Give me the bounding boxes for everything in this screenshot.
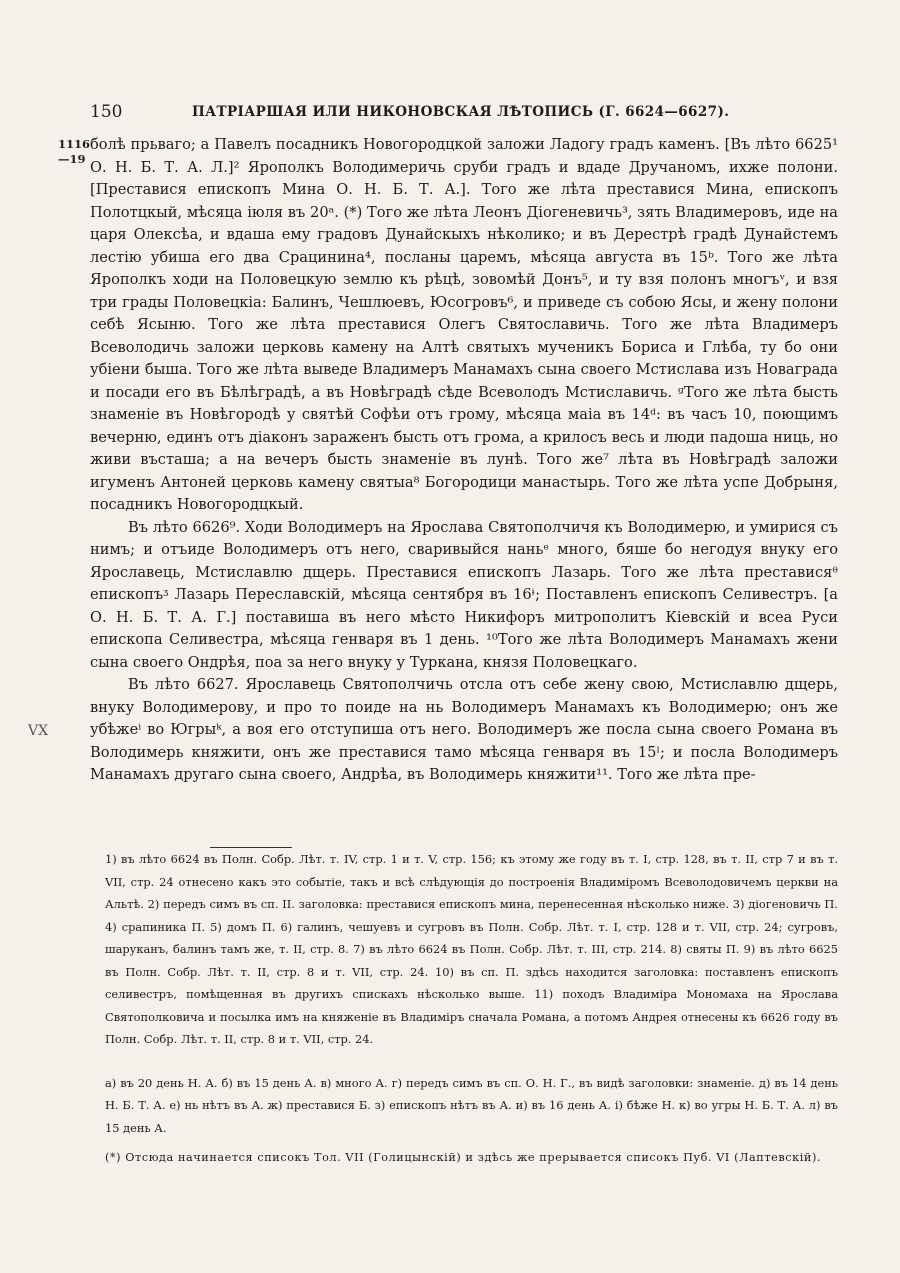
paragraph-6627: Въ лѣто 6627. Ярославець Святополчичь отсла отъ себе жену свою, Мстиславлю дщерь, внуку Володимерову, и про то поиде на нь Володимеръ Манамахъ къ Володимерю; онъ же убѣжеⁱ во Югрыᵏ, а воя его отступиша отъ него. Володимеръ же посла сына своего Романа въ Володимерь княжити, онъ же преставися тамо мѣсяца генваря въ 15ˡ; и посла Володимеръ Манамахъ другаго сына своего, Андрѣа, въ Володимерь княжити¹¹. Того же лѣта пре- [90, 676, 838, 783]
numbered-footnotes: 1) въ лѣто 6624 въ Полн. Собр. Лѣт. т. IV, стр. 1 и т. V, стр. 156; къ этому же году въ т. I, стр. 128, въ т. II, стр 7 и въ т. VII, стр. 24 отнесено какъ это событіе, такъ и всѣ слѣдующія до построенія Владиміромъ Всеволодовичемъ церкви на Альтѣ. 2) передъ симъ въ сп. II. заголовка: преставися епископъ мина, перенесенная нѣсколько ниже. 3) діогеновичь П. 4) срапиника П. 5) домъ П. 6) галинъ, чешуевъ и сугровъ въ Полн. Собр. Лѣт. т. I, стр. 128 и т. VII, стр. 24; сугровъ, шаруканъ, балинъ тамъ же, т. II, стр. 8. 7) въ лѣто 6624 въ Полн. Собр. Лѣт. т. III, стр. 214. 8) святы П. 9) въ лѣто 6625 въ Полн. Собр. Лѣт. т. II, стр. 8 и т. VII, стр. 24. 10) въ сп. П. здѣсь находится заголовка: поставленъ епископъ селивестръ, помѣщенная въ другихъ спискахъ нѣсколько выше. 11) походъ Владиміра Мономаха на Ярослава Святополковича и посылка имъ на княженіе въ Владиміръ сначала Романа, а потомъ Андрея отнесены къ 6626 году въ Полн. Собр. Лѣт. т. II, стр. 8 и т. VII, стр. 24. [105, 852, 838, 1046]
running-title: ПАТРІАРШАЯ ИЛИ НИКОНОВСКАЯ ЛѢТОПИСЬ (Г. 6624—6627). [192, 104, 730, 120]
asterisk-footnote: (*) Отсюда начинается списокъ Тол. VII (Голицынскій) и здѣсь же прерывается списокъ Пуб. VI (Лаптевскій). [105, 1151, 822, 1164]
lettered-footnotes: а) въ 20 день Н. А. б) въ 15 день А. в) много А. г) передъ симъ въ сп. О. Н. Г., въ видѣ заголовки: знаменіе. д) въ 14 день Н. Б. Т. А. е) нь нѣтъ въ А. ж) преставися Б. з) епископъ нѣтъ въ А. и) въ 16 день А. і) бѣже Н. к) во угры Н. Б. Т. А. л) въ 15 день А. [105, 1075, 838, 1135]
paragraph-6624: болѣ прьваго; а Павелъ посадникъ Новогородцкой заложи Ладогу градъ каменъ. [Въ лѣто 6625¹ О. Н. Б. Т. А. Л.]² Ярополкъ Володимеричь сруби градъ и вдаде Дручаномъ, ихже полони. [Преставися епископъ Мина О. Н. Б. Т. А.]. Того же лѣта преставися Мина, епископъ Полотцкый, мѣсяца іюля въ 20ᵃ. (*) Того же лѣта Леонъ Діогеневичь³, зять Владимеровъ, иде на царя Олексѣа, и вдаша ему градовъ Дунайскыхъ нѣколико; и въ Дерестрѣ градѣ Дунайстемъ лестію убиша его два Срацинина⁴, посланы царемъ, мѣсяца августа въ 15ᵇ. Того же лѣта Ярополкъ ходи на Половецкую землю къ рѣцѣ, зовомѣй Донъ⁵, и ту взя полонъ многъᵛ, и взя три грады Половецкіа: Балинъ, Чешлюевъ, Юсогровъ⁶, и приведе съ собою Ясы, и жену полони себѣ Ясыню. Того же лѣта преставися Олегъ Святославичь. Того же лѣта Владимеръ Всеволодичь заложи церковь камену на Алтѣ святыхъ мученикъ Бориса и Глѣба, ту бо они убіени быша. Того же лѣта выведе Владимеръ Манамахъ сына своего Мстислава изъ Новаграда и посади его въ Бѣлѣградѣ, а въ Новѣградѣ сѣде Всеволодъ Мстиславичь. ᵍТого же лѣта бысть знаменіе въ Новѣгородѣ у святѣй Софѣи отъ грому, мѣсяца маіа въ 14ᵈ: въ часъ 10, поющимъ вечерню, единъ отъ діаконъ зараженъ бысть отъ грома, а крилосъ весь и люди падоша ниць, но живи въсташа; а на вечеръ бысть знаменіе въ лунѣ. Того же⁷ лѣта въ Новѣградѣ заложи игуменъ Антоней церковь камену святыа⁸ Богородици манастырь. Того же лѣта успе Добрыня, посадникъ Новогородцкый. [90, 136, 838, 513]
page-header [90, 98, 842, 126]
margin-years: 1116 —19 [58, 137, 91, 166]
main-text [90, 134, 838, 787]
margin-mark: VX [28, 723, 49, 739]
paragraph-6626: Въ лѣто 6626⁹. Ходи Володимеръ на Ярослава Святополчичя къ Володимерю, и умирися съ нимъ; и отъиде Володимеръ отъ него, сваривыйся наньᵉ много, бяше бо негодуя внуку его Ярославець, Мстиславлю дщерь. Преставися епископъ Лазарь. Того же лѣта престависяᶿ епископъᶾ Лазарь Переславскій, мѣсяца сентября въ 16ᶤ; Поставленъ епископъ Селивестръ. [а О. Н. Б. Т. А. Г.] поставиша въ него мѣсто Никифоръ митрополитъ Кіевскій и всеа Руси епископа Селивестра, мѣсяца генваря въ 1 день. ¹⁰Того же лѣта Володимеръ Манамахъ жени сына своего Ондрѣя, поа за него внуку у Туркана, князя Половецкаго. [90, 518, 838, 671]
page-number: 150 [90, 102, 123, 122]
footnotes [105, 848, 838, 1170]
